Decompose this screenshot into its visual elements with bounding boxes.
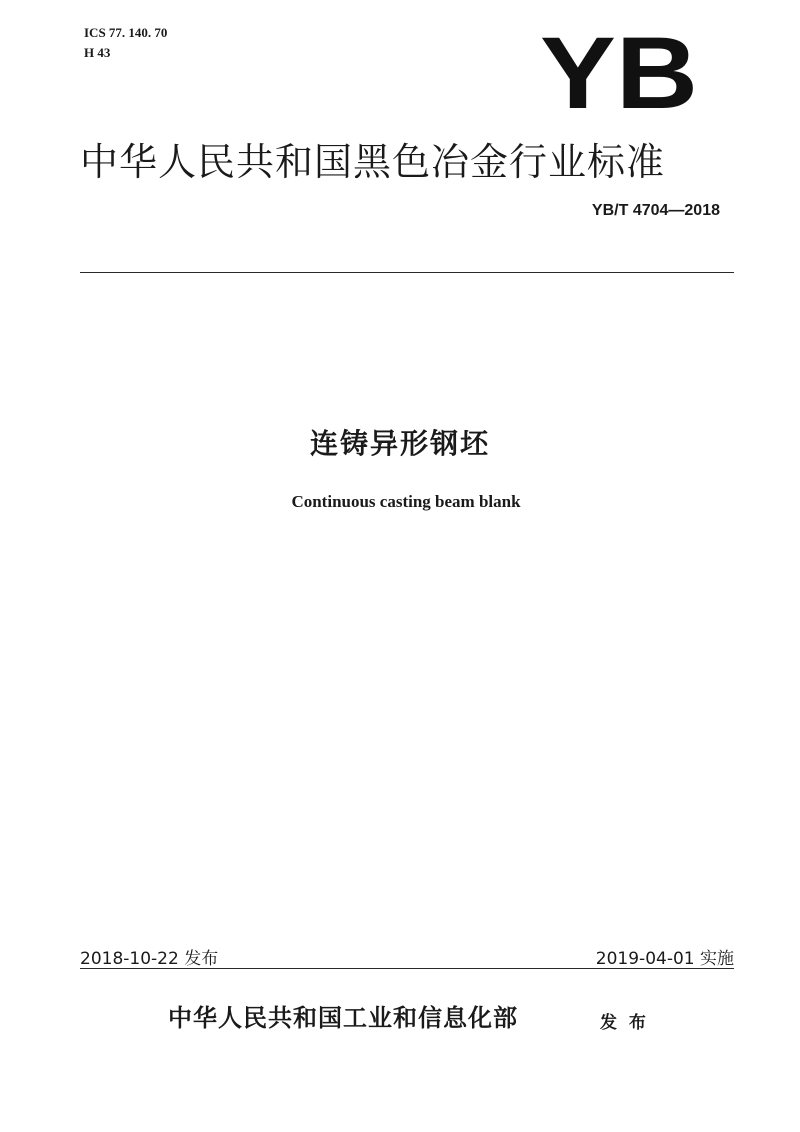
ics-code: ICS 77. 140. 70 xyxy=(84,25,168,40)
yb-logo xyxy=(538,24,700,120)
document-title-en: Continuous casting beam blank xyxy=(291,492,521,511)
issue-date: 2018-10-22 发布 xyxy=(80,949,219,969)
document-title-cn: 连铸异形钢坯 xyxy=(309,427,490,460)
standard-title: 中华人民共和国黑色冶金行业标准 xyxy=(80,140,666,184)
top-divider xyxy=(80,272,734,273)
logo-text: YB xyxy=(540,24,698,120)
standard-code: YB/T 4704—2018 xyxy=(591,202,720,219)
bottom-divider xyxy=(80,968,734,969)
implementation-date: 2019-04-01 实施 xyxy=(595,949,734,969)
publish-label: 发 布 xyxy=(600,1013,649,1033)
issuing-organization: 中华人民共和国工业和信息化部 xyxy=(168,1004,518,1032)
ccs-code: H 43 xyxy=(84,45,111,60)
